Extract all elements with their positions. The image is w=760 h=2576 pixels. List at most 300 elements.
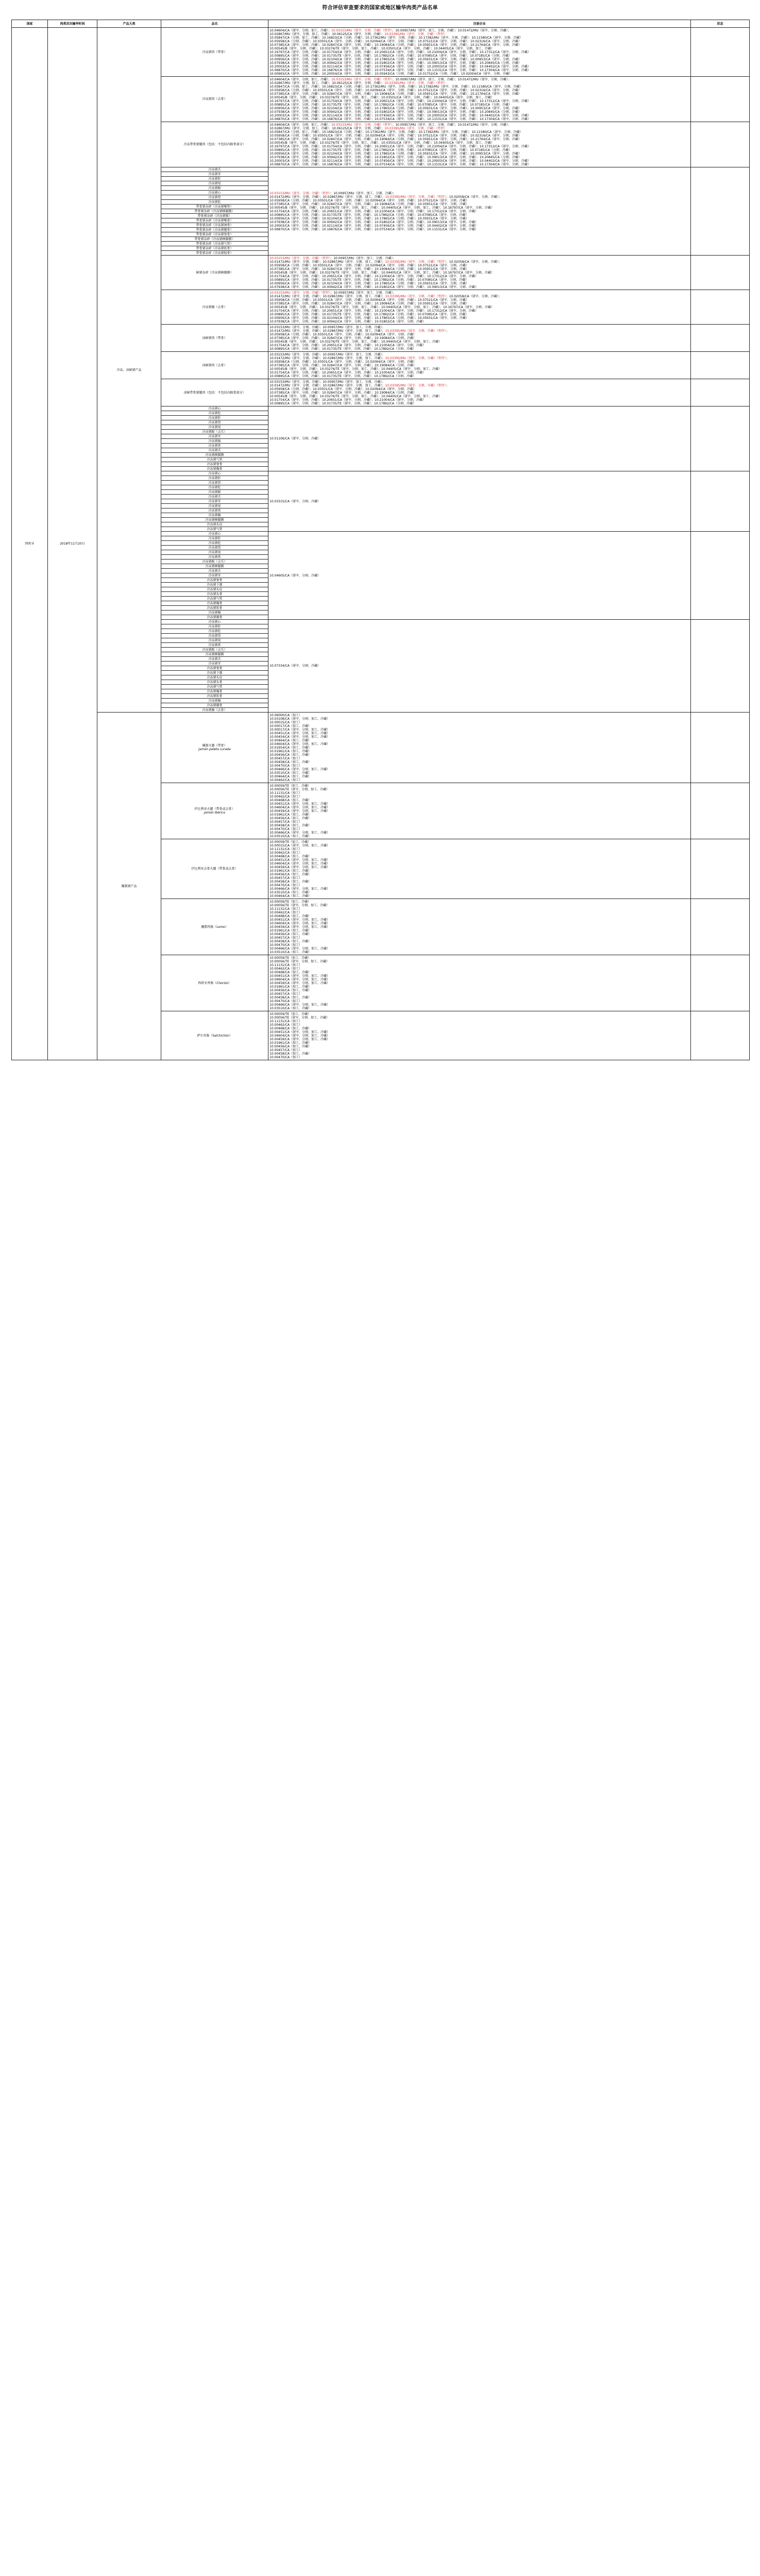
enterprise-line: 10.00545/B（屠宰、分割、冷藏）；10.03276/TE（屠宰、分割、加工、冷藏）；10.03501/CA（屠宰、分割、冷藏）；10.04405/CA（屠宰、分割、加工、冷藏）: [269, 95, 494, 99]
product-name: 冰鲜带骨猪腿肉（包括：不包括内蹄骨部分）: [183, 391, 246, 395]
subproduct-cell: 冷冻猪横膈膜: [161, 453, 268, 457]
enterprise-line: 10.00470/CA（加工）: [269, 999, 302, 1003]
product-cell: [161, 28, 268, 77]
enterprise-line: 10.00466/CA（屠宰、分割、加工、冷藏）: [269, 946, 330, 951]
enterprise-line: 10.07385/CA（屠宰、分割、冷藏）；10.02847/CA（屠宰、分割、冷藏）；10.19084/CA（分割、冷藏）: [269, 336, 416, 340]
subproduct-cell: 冷冻猪肝: [161, 416, 268, 420]
product-cell: [161, 955, 268, 1011]
status-cell: [691, 406, 750, 471]
subproduct-cell: 冷冻猪肾: [161, 195, 268, 200]
enterprise-line: 10.07938/CA（屠宰、分割、冷藏）；10.00942/CA（屠宰、分割、冷藏）；10.01802/CA（屠宰、分割、冷藏）；10.09013/CA（屠宰、分割、冷藏）: [269, 220, 478, 224]
enterprise-line: 10.00462/CA（加工）: [269, 851, 302, 855]
subproduct-cell: 冷冻猪胸骨: [161, 467, 268, 471]
product-cell: [161, 352, 268, 379]
subproduct-cell: 冷冻猪心: [161, 620, 268, 624]
enterprise-line: 10.03510/CA（加工、冷藏）: [269, 890, 311, 894]
enterprise-line: 10.16797/CA（屠宰、分割、冷藏）；10.01754/CA（屠宰、分割、冷藏）；10.20651/CA（屠宰、分割、冷藏）；10.21004/CA（屠宰、分割、冷藏）；10.17312/CA（屠宰、分割、冷藏）: [269, 144, 531, 148]
enterprises-cell: [268, 783, 691, 839]
subproduct-cell: 冷冻猪腩（去骨）: [161, 708, 268, 713]
enterprise-line: 10.00017/CA（屠宰、分割、加工、冷藏）: [269, 727, 330, 732]
enterprise-line: 10.00451/CA（屠宰、分割、加工、冷藏）: [269, 1030, 330, 1034]
subproduct-cell: 冷冻猪肚: [161, 485, 268, 490]
enterprise-line: 10.00895/CA（屠宰、分割、冷藏）；10.01735/TE（屠宰、分割、冷藏）；10.17892/CA（分割、冷藏）: [269, 347, 416, 351]
enterprise-line: 10.00464/CA（加工、冷藏）: [269, 774, 311, 778]
product-name: 伊比利亚火腿（带骨或去骨）: [194, 807, 235, 811]
product-name: 腌腊肉肠（Lomo）: [201, 925, 228, 929]
enterprise-line: 10.00059/TE（加工、冷藏）: [269, 956, 311, 960]
enterprise-line: 10.00545/B（屠宰、分割、冷藏）；10.03276/TE（屠宰、分割、加工、冷藏）；10.04405/CA（屠宰、分割、加工、冷藏）: [269, 394, 442, 398]
enterprise-line: 10.11131/CA（加工）: [269, 963, 302, 967]
subproduct-cell: 冷冻猪肝: [161, 177, 268, 181]
enterprise-line: 10.01472/MU（屠宰、分割、冷藏）；10.02867/MU（屠宰、分割、加工、冷藏）；10.03395/MU（屠宰、分割、冷藏）（暂停）；: [269, 383, 449, 387]
enterprise-line: 10.11131/CA（加工）: [269, 907, 302, 911]
enterprise-line: 10.04604/CA（屠宰、分割、加工、冷藏）: [269, 1033, 330, 1038]
enterprise-line: 10.00895/CA（屠宰、分割、冷藏）；10.01735/TE（屠宰、分割、冷藏）；10.17892/CA（分割、冷藏）: [269, 374, 416, 378]
table-body: [12, 28, 750, 1060]
enterprises-cell: [268, 167, 691, 256]
enterprise-line: 10.01472/MU（屠宰、分割、冷藏）；10.02867/MU（屠宰、分割、加工、冷藏）；10.03395/MU（屠宰、分割、冷藏）（暂停）；: [269, 356, 449, 360]
enterprise-line: 10.01961/CA（加工、冷藏）: [269, 749, 311, 753]
enterprise-line: 10.05958/CA（分割、冷藏）；10.03501/CA（屠宰、分割、冷藏）；10.02094/CA（屠宰、分割、冷藏）；10.07521/CA（屠宰、分割、冷藏）；10.02316/CA（屠宰、分割、冷藏）: [269, 133, 521, 138]
subproduct-cell: 带骨猪杂碎（冷冻猪腿骨）: [161, 228, 268, 232]
enterprise-line: 10.07385/CA（屠宰、分割、冷藏）；10.02847/CA（屠宰、分割、冷藏）；10.19084/CA（分割、冷藏）；10.05951/CA（屠宰、分割、冷藏）；10.21764/CA（屠宰、分割、冷藏）: [269, 92, 521, 96]
subproduct-cell: 冷冻猪头皮: [161, 587, 268, 592]
enterprise-line: 10.16797/CA（屠宰、分割、冷藏）；10.01754/CA（屠宰、分割、冷藏）；10.20651/CA（屠宰、分割、冷藏）；10.21004/CA（屠宰、分割、冷藏）；10.17312/CA（屠宰、分割、冷藏）: [269, 50, 531, 54]
subproduct-cell: 冷冻猪蹄: [161, 490, 268, 495]
subproduct-cell: 冷冻猪气管: [161, 527, 268, 532]
product-name: 腌制火腿（带骨）: [202, 744, 227, 748]
enterprises-cell: [268, 713, 691, 783]
enterprise-line: 10.00466/CA（屠宰、分割、加工、冷藏）: [269, 767, 330, 771]
subproduct-cell: 冷冻猪尾: [161, 638, 268, 643]
enterprise-line: 10.00459/CA（屠宰、分割、加工、冷藏）: [269, 809, 330, 813]
enterprise-line: 10.00466/CA（屠宰、分割、加工、冷藏）: [269, 887, 330, 891]
subproduct-cell: 冷冻猪横膈膜: [161, 518, 268, 522]
subproduct-cell: 带骨猪杂碎（冷冻猪喉管）: [161, 205, 268, 209]
subproduct-cell: 冷冻猪尾: [161, 550, 268, 555]
enterprise-line: 10.01106/CA（屠宰、分割、冷藏）: [269, 437, 320, 440]
header-category: 产品大类: [97, 20, 161, 28]
suspended-entry: 10.03395/MU（屠宰、分割、冷藏）（暂停）: [385, 294, 446, 298]
subproduct-cell: 冷冻猪心: [161, 471, 268, 476]
enterprise-line: 10.00457/CA（加工）: [269, 876, 302, 880]
subproduct-cell: 冷冻猪尾: [161, 181, 268, 186]
suspended-entry: 10.03153/MU（屠宰、分割、冷藏）（暂停）: [331, 28, 393, 32]
enterprise-line: 10.03153/MU（屠宰、分割、冷藏）（暂停）；10.00957/MU（屠宰、加工、分割、冷藏）；: [269, 191, 396, 195]
subproduct-cell: 冷冻猪气管: [161, 597, 268, 601]
suspended-entry: 10.03395/MU（屠宰、分割、冷藏）（暂停）: [385, 383, 446, 387]
enterprise-line: 10.00456/CA（加工、冷藏）: [269, 932, 311, 936]
enterprise-line: 10.00059/TE（加工、冷藏）: [269, 1012, 311, 1016]
enterprise-line: 10.20003/CA（屠宰、分割、冷藏）；10.02114/CA（屠宰、分割、冷藏）；10.07456/CA（屠宰、分割、冷藏）；10.20003/CA（屠宰、分割、冷藏）；10.04402/CA（屠宰、分割、冷藏）: [269, 159, 531, 163]
enterprise-line: 10.06870/CA（屠宰、分割、冷藏）；10.16876/CA（屠宰、分割、冷藏）；10.07534/CA（屠宰、分割、冷藏）；10.11531/CA（屠宰、分割、冷藏）；10.17304/CA（屠宰、分割、冷藏）: [269, 68, 531, 72]
enterprises-cell: [268, 532, 691, 620]
status-cell: [691, 28, 750, 77]
enterprise-line: 10.04604/CA（屠宰、分割、加工、冷藏）: [269, 977, 330, 981]
product-cell: [161, 290, 268, 325]
enterprise-line: 10.00458/CA（加工、冷藏）: [269, 939, 311, 943]
enterprise-line: 10.05958/CA（分割、冷藏）；10.03501/CA（屠宰、分割、冷藏）；10.02094/CA（屠宰、分割、冷藏）；10.07521/CA（屠宰、分割、冷藏）: [269, 298, 469, 302]
enterprise-line: 10.00015/CA（屠宰、分割、加工、冷藏）: [269, 843, 330, 848]
enterprise-line: 10.00457/CA（加工）: [269, 756, 302, 760]
enterprises-cell: [268, 77, 691, 122]
enterprise-line: 10.01954/CA（加工、冷藏）: [269, 745, 311, 750]
enterprise-line: 10.04604/CA（屠宰、分割、加工、冷藏）: [269, 805, 330, 809]
product-name: 冰鲜猪肉（去骨）: [202, 363, 227, 367]
enterprise-line: 10.00458/CA（加工、冷藏）: [269, 879, 311, 884]
enterprise-line: 10.01754/CA（屠宰、分割、冷藏）；10.20651/CA（屠宰、分割、冷藏）；10.21004/CA（屠宰、分割、冷藏）；10.17312/CA（屠宰、分割、冷藏）: [269, 209, 478, 213]
subproduct-cell: 带骨猪杂碎（冷冻猪喉骨）: [161, 218, 268, 223]
first-import-date-cell: 2018年11月20日: [48, 28, 97, 1060]
enterprise-line: 10.01472/MU（屠宰、分割、冷藏）；10.02867/MU（屠宰、分割、加工、冷藏）；10.03395/MU（屠宰、分割、冷藏）（暂停）；10.02058/CA（屠宰、分割、冷藏）；: [269, 294, 502, 298]
enterprise-line: 10.00895/CA（屠宰、分割、冷藏）；10.01735/TE（屠宰、分割、冷藏）；10.17892/CA（分割、冷藏）；10.07085/CA（屠宰、分割、冷藏）: [269, 213, 468, 217]
enterprise-line: 10.00466/CA（屠宰、分割、加工、冷藏）: [269, 1003, 330, 1007]
subproduct-cell: 冷冻猪肝: [161, 536, 268, 541]
enterprise-line: 10.00545/B（屠宰、分割、冷藏）；10.03276/TE（屠宰、分割、加工、冷藏）；10.03501/CA（屠宰、分割、冷藏）；10.04405/CA（屠宰、分割、加工、冷藏）: [269, 141, 494, 145]
subproduct-cell: 冷冻猪肚: [161, 200, 268, 205]
subproduct-cell: 冷冻猪心: [161, 532, 268, 536]
suspended-entry: 10.03395/MU（屠宰、分割、冷藏）（暂停）: [385, 195, 446, 199]
subproduct-cell: 冷冻猪头皮: [161, 675, 268, 680]
enterprises-cell: [268, 471, 691, 532]
enterprise-line: 10.00956/CA（屠宰、分割、冷藏）；10.02104/CA（屠宰、分割、冷藏）；10.17865/CA（分割、冷藏）；10.05931/CA（屠宰、分割、冷藏）；10.00953/CA（屠宰、分割、冷藏）: [269, 151, 521, 156]
enterprise-line: 10.01472/MU（屠宰、分割、冷藏）；10.02867/MU（屠宰、分割、加工、冷藏）；10.03395/MU（屠宰、分割、冷藏）（暂停）；: [269, 329, 449, 333]
enterprise-line: 10.00464/CA（加工、冷藏）: [269, 894, 311, 898]
header-date: 肉类首次输华时间: [48, 20, 97, 28]
enterprise-line: 10.00451/CA（屠宰、分割、加工、冷藏）: [269, 858, 330, 862]
enterprise-line: 10.00056/TE（屠宰、分割、加工、冷藏）: [269, 1015, 330, 1020]
enterprise-line: 10.00895/CA（屠宰、分割、冷藏）；10.01735/TE（屠宰、分割、冷藏）；10.17892/CA（分割、冷藏）；10.07085/CA（屠宰、分割、冷藏）: [269, 312, 468, 316]
header-country: 国家: [12, 20, 48, 28]
enterprise-line: 10.07385/CA（屠宰、分割、冷藏）；10.02847/CA（屠宰、分割、冷藏）；10.19084/CA（分割、冷藏）；10.05951/CA（屠宰、分割、冷藏）；10.21764/CA（屠宰、分割、冷藏）: [269, 137, 521, 141]
enterprise-line: 10.00468/CA（加工、冷藏）: [269, 854, 311, 858]
suspended-entry: 10.03395/MU（屠宰、分割、冷藏）（暂停）: [385, 329, 446, 333]
enterprise-line: 10.07938/CA（屠宰、分割、冷藏）；10.00942/CA（屠宰、分割、冷藏）；10.01802/CA（屠宰、分割、冷藏）；10.09013/CA（屠宰、分割、冷藏）；10.20845/CA（分割、冷藏）: [269, 155, 521, 159]
enterprise-line: 10.20003/CA（屠宰、分割、冷藏）；10.02114/CA（屠宰、分割、冷藏）；10.07456/CA（屠宰、分割、冷藏）；10.20003/CA（屠宰、分割、冷藏）；10.04402/CA（屠宰、分割、冷藏）: [269, 64, 531, 69]
enterprise-line: 10.00993/CA（屠宰、分割、冷藏）；10.20054/CA（屠宰、分割、冷藏）；10.05943/CA（分割、冷藏）；10.01752/CA（分割、冷藏）；10.02004/CA（屠宰、分割、冷藏）: [269, 72, 512, 76]
enterprise-line: 10.04604/CA（屠宰、分割、加工、冷藏）: [269, 861, 330, 866]
enterprise-line: 10.01472/MU（屠宰、分割、冷藏）；10.02867/MU（屠宰、分割、加工、冷藏）；10.03395/MU（屠宰、分割、冷藏）（暂停）；10.02058/CA（屠宰、分割、冷藏）；: [269, 195, 502, 199]
enterprise-line: 10.00456/CA（加工、冷藏）: [269, 753, 311, 757]
suspended-entry: 10.03153/MU（屠宰、分割、冷藏）（暂停）: [269, 256, 331, 260]
enterprise-line: 10.07334/CA（屠宰、分割、冷藏）: [269, 664, 320, 668]
enterprise-line: 10.01754/CA（屠宰、分割、冷藏）；10.20651/CA（屠宰、分割、冷藏）；10.21004/CA（屠宰、分割、冷藏）；10.17312/CA（屠宰、分割、冷藏）: [269, 274, 478, 278]
enterprise-line: 10.00470/CA（加工）: [269, 827, 302, 831]
subproduct-cell: 冷冻猪脑: [161, 439, 268, 444]
status-cell: [691, 256, 750, 290]
product-cell: [161, 325, 268, 352]
enterprise-line: 10.00457/CA（加工）: [269, 1048, 302, 1052]
product-name: 冰鲜猪肉（带骨）: [202, 336, 227, 340]
enterprise-line: 10.05847/CA（分割、加工、冷藏）；10.16823/CA（分割、冷藏）；10.17362/MU（屠宰、分割、冷藏）；10.17382/MU（屠宰、分割、冷藏）；10.11580/CA（屠宰、分割、冷藏）: [269, 84, 523, 89]
enterprise-line: 10.06000/CA（加工）: [269, 713, 302, 717]
subproduct-cell: 冷冻猪鼻: [161, 643, 268, 648]
product-latin-name: Jamón paleta curada: [198, 748, 231, 751]
suspended-entry: 10.03153/MU（屠宰、分割、冷藏）（暂停）: [269, 291, 331, 295]
subproduct-cell: 冷冻猪耳: [161, 662, 268, 666]
subproduct-cell: 冷冻猪肾: [161, 420, 268, 425]
header-product: 品名: [161, 20, 268, 28]
enterprise-line: 10.00451/CA（屠宰、分割、加工、冷藏）: [269, 918, 330, 922]
enterprise-line: 10.05958/CA（分割、冷藏）；10.03501/CA（屠宰、分割、冷藏）；10.02094/CA（屠宰、分割、冷藏）；10.07521/CA（屠宰、分割、冷藏）: [269, 263, 469, 267]
subproduct-cell: 冷冻猪舌: [161, 657, 268, 662]
enterprise-line: 10.05958/CA（分割、冷藏）；10.03501/CA（屠宰、分割、冷藏）；10.02094/CA（屠宰、分割、冷藏）；10.07521/CA（屠宰、分割、冷藏）；10.02316/CA（屠宰、分割、冷藏）: [269, 39, 521, 43]
product-cell: [161, 783, 268, 839]
subproduct-cell: 冷冻猪蹄（去爪）: [161, 648, 268, 652]
enterprise-line: 10.00451/CA（屠宰、分割、加工、冷藏）: [269, 974, 330, 978]
enterprise-line: 10.00459/CA（屠宰、分割、加工、冷藏）: [269, 1037, 330, 1041]
subproduct-cell: 冷冻猪鼻: [161, 555, 268, 560]
subproduct-cell: 冷冻猪肝: [161, 476, 268, 481]
product-cell: [161, 839, 268, 899]
subproduct-cell: 冷冻猪气管: [161, 685, 268, 689]
enterprise-line: 10.20003/CA（屠宰、分割、冷藏）；10.02114/CA（屠宰、分割、冷藏）；10.07456/CA（屠宰、分割、冷藏）；10.04402/CA（屠宰、分割、冷藏）: [269, 224, 478, 228]
enterprise-line: 10.00056/TE（屠宰、分割、加工、冷藏）: [269, 787, 330, 791]
enterprise-line: 10.03315/CA（屠宰、分割、冷藏）: [269, 499, 320, 503]
enterprise-line: 10.02867/MU（屠宰、分割、加工、冷藏）；10.06125/CA（屠宰、分割、冷藏）；10.03395/MU（屠宰、分割、冷藏）（暂停）: [269, 126, 447, 130]
enterprise-line: 10.00545/B（屠宰、分割、冷藏）；10.03276/TE（屠宰、分割、加工、冷藏）；10.03501/CA（屠宰、分割、冷藏）；10.04405/CA（屠宰、分割、加工、冷藏）: [269, 46, 494, 50]
enterprise-line: 10.05958/CA（分割、冷藏）；10.03501/CA（屠宰、分割、冷藏）；10.02094/CA（屠宰、分割、冷藏）: [269, 332, 416, 336]
enterprise-line: 10.03510/CA（加工、冷藏）: [269, 771, 311, 775]
enterprise-line: 10.00468/CA（加工、冷藏）: [269, 914, 311, 918]
product-name: 萨尔奇肠（Salchichón）: [197, 1033, 232, 1038]
subproduct-cell: 冷冻猪舌: [161, 495, 268, 499]
enterprise-line: 10.00468/CA（加工、冷藏）: [269, 970, 311, 974]
enterprises-cell: [268, 620, 691, 713]
enterprise-line: 10.00457/CA（加工）: [269, 936, 302, 940]
enterprise-line: 10.07385/CA（屠宰、分割、冷藏）；10.02847/CA（屠宰、分割、冷藏）；10.19084/CA（分割、冷藏）: [269, 391, 416, 395]
product-name: 伊比利亚去骨火腿（带骨或去骨）: [191, 867, 238, 871]
status-cell: [691, 167, 750, 256]
enterprise-line: 10.00468/CA（加工、冷藏）: [269, 798, 311, 802]
enterprise-line: 10.00456/CA（加工、冷藏）: [269, 1044, 311, 1048]
subproduct-cell: 冷冻猪心: [161, 406, 268, 411]
enterprises-cell: [268, 325, 691, 352]
enterprise-line: 10.04604/CA（屠宰、分割、加工、冷藏）: [269, 742, 330, 746]
subproduct-cell: 冷冻猪软骨: [161, 694, 268, 699]
enterprise-line: 10.00462/CA（加工）: [269, 967, 302, 971]
enterprise-line: 10.06870/CA（屠宰、分割、冷藏）；10.16876/CA（屠宰、分割、冷藏）；10.07534/CA（屠宰、分割、冷藏）；10.11531/CA（屠宰、分割、冷藏）；10.17304/CA（屠宰、分割、冷藏）: [269, 162, 531, 166]
subproduct-cell: 冷冻猪腩: [161, 513, 268, 518]
enterprise-line: 10.03153/MU（屠宰、分割、冷藏）；10.00957/MU（屠宰、加工、分割、冷藏）；: [269, 380, 385, 384]
enterprise-line: 10.00468/CA（加工、冷藏）: [269, 1026, 311, 1030]
enterprise-line: 10.03153/MU（屠宰、分割、冷藏）；10.00957/MU（屠宰、加工、分割、冷藏）；: [269, 325, 385, 329]
header-row: [12, 20, 750, 28]
enterprise-line: 10.11131/CA（加工）: [269, 791, 302, 795]
enterprise-line: 10.00470/CA（加工）: [269, 764, 302, 768]
enterprise-line: 10.00470/CA（加工）: [269, 943, 302, 947]
subproduct-cell: 冷冻猪肾: [161, 481, 268, 485]
enterprise-line: 10.07938/CA（屠宰、分割、冷藏）；10.00942/CA（屠宰、分割、冷藏）；10.01802/CA（屠宰、分割、冷藏）；10.09013/CA（屠宰、分割、冷藏）；10.20845/CA（分割、冷藏）: [269, 61, 521, 65]
enterprise-line: 10.03510/CA（加工、冷藏）: [269, 834, 311, 838]
enterprise-line: 10.00456/CA（加工、冷藏）: [269, 988, 311, 992]
subproduct-cell: 冷冻猪脊骨: [161, 578, 268, 583]
enterprises-cell: [268, 122, 691, 167]
enterprise-line: 10.00458/CA（加工、冷藏）: [269, 995, 311, 999]
suspended-entry: 10.03395/MU（屠宰、分割、冷藏）（暂停）: [385, 260, 446, 264]
country-cell: 西班牙: [12, 28, 48, 1060]
enterprise-line: 10.01961/CA（加工、冷藏）: [269, 1041, 311, 1045]
enterprises-cell: [268, 1011, 691, 1060]
product-name: 冷冻猪肉（带骨）: [202, 50, 227, 54]
subproduct-cell: 冷冻猪气管: [161, 457, 268, 462]
status-cell: [691, 471, 750, 532]
product-latin-name: Jamón Ibérico: [204, 811, 226, 815]
subproduct-cell: 冷冻猪肚: [161, 541, 268, 546]
subproduct-cell: 冷冻猪胸骨: [161, 601, 268, 606]
enterprise-line: 10.05847/CA（分割、加工、冷藏）；10.16823/CA（分割、冷藏）；10.17362/MU（屠宰、分割、冷藏）；10.17382/MU（屠宰、分割、冷藏）；10.11580/CA（屠宰、分割、冷藏）: [269, 130, 523, 134]
enterprise-line: 10.00545/B（屠宰、分割、冷藏）；10.03276/TE（屠宰、分割、加工、冷藏）；10.04405/CA（屠宰、分割、加工、冷藏）；10.16797/CA（屠宰、分割、冷藏）: [269, 206, 494, 210]
subproduct-cell: 冷冻猪尾: [161, 504, 268, 509]
enterprise-line: 10.01472/MU（屠宰、分割、冷藏）；10.02867/MU（屠宰、分割、加工、冷藏）；10.03395/MU（屠宰、分割、冷藏）（暂停）；10.02058/CA（屠宰、分割、冷藏）；: [269, 260, 502, 264]
subproduct-cell: 冷冻猪鼻: [161, 509, 268, 513]
suspended-entry: 10.03153/MU（屠宰、分割、冷藏）（暂停）: [331, 123, 393, 127]
subproduct-cell: 冷冻猪头骨: [161, 592, 268, 597]
enterprises-cell: [268, 290, 691, 325]
subproduct-cell: 冷冻猪耳: [161, 434, 268, 439]
enterprise-line: 10.00059/TE（加工、冷藏）: [269, 784, 311, 788]
subproduct-cell: 冷冻猪腩: [161, 611, 268, 615]
document-title: 符合评估审查要求的国家或地区输华肉类产品名单: [322, 5, 438, 11]
product-name: 冷冻带骨猪腿肉（包括：不包括内蹄骨部分）: [183, 143, 246, 146]
enterprise-line: 10.00545/B（屠宰、分割、冷藏）；10.03276/TE（屠宰、分割、加工、冷藏）；10.04405/CA（屠宰、分割、加工、冷藏）；10.16797/CA（屠宰、分割、冷藏）: [269, 270, 494, 275]
product-cell: [161, 713, 268, 783]
enterprise-line: 10.04604/CA（屠宰、分割、加工、冷藏）；10.03153/MU（屠宰、分割、冷藏）（暂停）；10.00957/MU（屠宰、加工、分割、冷藏）；10.01472/MU（屠宰、分割、冷藏）；: [269, 77, 511, 81]
enterprise-line: 10.00459/CA（屠宰、分割、加工、冷藏）: [269, 925, 330, 929]
enterprise-line: 10.00458/CA（加工、冷藏）: [269, 760, 311, 764]
subproduct-cell: 冷冻猪舌: [161, 167, 268, 172]
product-cell: [161, 379, 268, 406]
subproduct-cell: 冷冻猪胸骨: [161, 689, 268, 694]
status-cell: [691, 955, 750, 1011]
subproduct-cell: 冷冻猪头皮: [161, 522, 268, 527]
subproduct-cell: 冷冻猪蹄（去爪）: [161, 560, 268, 564]
enterprise-line: 10.00895/CA（屠宰、分割、冷藏）；10.01735/TE（屠宰、分割、冷藏）；10.17892/CA（分割、冷藏）；10.07085/CA（屠宰、分割、冷藏）；10.07185/CA（分割、冷藏）: [269, 54, 512, 58]
enterprise-line: 10.00956/CA（屠宰、分割、冷藏）；10.02104/CA（屠宰、分割、冷藏）；10.17865/CA（分割、冷藏）；10.05931/CA（屠宰、分割、冷藏）；10.00953/CA（屠宰、分割、冷藏）: [269, 106, 521, 110]
enterprise-line: 10.07938/CA（屠宰、分割、冷藏）；10.00942/CA（屠宰、分割、冷藏）；10.01802/CA（屠宰、分割、冷藏）；10.09013/CA（屠宰、分割、冷藏）: [269, 285, 478, 289]
header-status: 状态: [691, 20, 750, 28]
enterprise-line: 10.00464/CA（加工、冷藏）: [269, 738, 311, 742]
enterprise-line: 10.11131/CA（加工）: [269, 1019, 302, 1023]
enterprises-cell: [268, 256, 691, 290]
enterprises-cell: [268, 839, 691, 899]
enterprise-line: 10.03510/CA（加工、冷藏）: [269, 950, 311, 954]
enterprise-line: 10.00056/TE（屠宰、分割、加工、冷藏）: [269, 903, 330, 907]
enterprise-line: 10.00470/CA（加工）: [269, 883, 302, 887]
subproduct-cell: 冷冻猪心: [161, 191, 268, 195]
category-cell: 腌制猪产品: [97, 713, 161, 1060]
enterprise-line: 10.20003/CA（屠宰、分割、冷藏）；10.02114/CA（屠宰、分割、冷藏）；10.07456/CA（屠宰、分割、冷藏）；10.20003/CA（屠宰、分割、冷藏）；10.04402/CA（屠宰、分割、冷藏）: [269, 113, 531, 117]
suspended-entry: 10.03395/MU（屠宰、分割、冷藏）（暂停）: [385, 356, 446, 360]
table-row: [12, 713, 750, 783]
enterprise-line: 10.00456/CA（加工、冷藏）: [269, 872, 311, 876]
enterprise-line: 10.01754/CA（屠宰、分割、冷藏）；10.20651/CA（屠宰、分割、冷藏）；10.21004/CA（屠宰、分割、冷藏）；10.17312/CA（屠宰、分割、冷藏）: [269, 309, 478, 313]
enterprise-line: 10.00457/CA（加工）: [269, 992, 302, 996]
status-cell: [691, 77, 750, 122]
enterprise-line: 10.00545/B（屠宰、分割、冷藏）；10.03276/TE（屠宰、分割、加工、冷藏）；10.04405/CA（屠宰、分割、加工、冷藏）；10.16797/CA（屠宰、分割、冷藏）: [269, 305, 494, 309]
enterprises-cell: [268, 406, 691, 471]
enterprise-line: 10.00451/CA（屠宰、分割、加工、冷藏）: [269, 802, 330, 806]
enterprise-line: 10.00459/CA（屠宰、分割、加工、冷藏）: [269, 865, 330, 869]
status-cell: [691, 122, 750, 167]
enterprise-line: 10.00545/B（屠宰、分割、冷藏）；10.03276/TE（屠宰、分割、加工、冷藏）；10.04405/CA（屠宰、分割、加工、冷藏）: [269, 367, 442, 371]
enterprise-line: 10.00545/B（屠宰、分割、冷藏）；10.03276/TE（屠宰、分割、加工、冷藏）；10.04405/CA（屠宰、分割、加工、冷藏）: [269, 340, 442, 344]
enterprise-line: 10.02867/MU（屠宰、分割、加工、冷藏）；10.06125/CA（屠宰、分割、冷藏）；10.03395/MU（屠宰、分割、冷藏）（暂停）: [269, 81, 447, 85]
subproduct-cell: 冷冻猪脊骨: [161, 462, 268, 467]
subproduct-cell: 带骨猪杂碎（冷冻猪软骨）: [161, 246, 268, 251]
enterprise-line: 10.07385/CA（屠宰、分割、冷藏）；10.02847/CA（屠宰、分割、冷藏）；10.19084/CA（分割、冷藏）；10.05951/CA（屠宰、分割、冷藏）: [269, 202, 469, 206]
enterprise-line: 10.05958/CA（分割、冷藏）；10.03501/CA（屠宰、分割、冷藏）；10.02094/CA（屠宰、分割、冷藏）；10.07521/CA（屠宰、分割、冷藏）；10.02316/CA（屠宰、分割、冷藏）: [269, 88, 521, 92]
subproduct-cell: 冷冻猪横膈膜: [161, 652, 268, 657]
subproduct-cell: 带骨猪杂碎（冷冻猪肋骨）: [161, 251, 268, 256]
enterprise-line: 10.01961/CA（加工、冷藏）: [269, 985, 311, 989]
subproduct-cell: 冷冻猪肝: [161, 624, 268, 629]
enterprise-line: 10.00466/CA（屠宰、分割、加工、冷藏）: [269, 831, 330, 835]
enterprise-line: 10.00451/CA（屠宰、分割、加工、冷藏）: [269, 731, 330, 735]
enterprise-line: 10.03153/MU（屠宰、分割、冷藏）（暂停）；10.00957/MU（屠宰、加工、分割、冷藏）；: [269, 291, 396, 295]
enterprise-line: 10.05958/CA（分割、冷藏）；10.03501/CA（屠宰、分割、冷藏）；10.02094/CA（屠宰、分割、冷藏）: [269, 360, 416, 364]
enterprise-line: 10.05958/CA（分割、冷藏）；10.03501/CA（屠宰、分割、冷藏）；10.02094/CA（屠宰、分割、冷藏）: [269, 387, 416, 391]
suspended-entry: 10.03153/MU（屠宰、分割、冷藏）（暂停）: [269, 191, 331, 195]
enterprise-line: 10.06870/CA（屠宰、分割、冷藏）；10.16876/CA（屠宰、分割、冷藏）；10.07534/CA（屠宰、分割、冷藏）；10.11531/CA（屠宰、分割、冷藏）；10.17304/CA（屠宰、分割、冷藏）: [269, 117, 531, 121]
subproduct-cell: 冷冻猪腩: [161, 699, 268, 703]
subproduct-cell: 冷冻猪蹄（去爪）: [161, 430, 268, 434]
subproduct-cell: 冷冻猪舌: [161, 569, 268, 573]
enterprise-line: 10.00462/CA（加工）: [269, 910, 302, 914]
enterprise-line: 10.00462/CA（加工）: [269, 794, 302, 799]
enterprises-cell: [268, 352, 691, 379]
status-cell: [691, 839, 750, 899]
enterprise-line: 10.07385/CA（屠宰、分割、冷藏）；10.02847/CA（屠宰、分割、冷藏）；10.19084/CA（分割、冷藏）；10.05951/CA（屠宰、分割、冷藏）: [269, 267, 469, 271]
product-list-table: [11, 20, 750, 1060]
enterprise-line: 10.03153/MU（屠宰、分割、冷藏）（暂停）；10.00957/MU（屠宰、加工、分割、冷藏）；: [269, 256, 396, 260]
subproduct-cell: 冷冻猪耳: [161, 499, 268, 504]
subproduct-cell: 冷冻猪耳: [161, 573, 268, 578]
enterprise-line: 10.06870/CA（屠宰、分割、冷藏）；10.16876/CA（屠宰、分割、冷藏）；10.07534/CA（屠宰、分割、冷藏）；10.11531/CA（屠宰、分割、冷藏）: [269, 227, 478, 231]
enterprise-line: 10.02867/MU（屠宰、分割、加工、冷藏）；10.06125/CA（屠宰、分割、冷藏）；10.03395/MU（屠宰、分割、冷藏）（暂停）: [269, 32, 447, 36]
product-name: 冷冻猪肉（去骨）: [202, 97, 227, 101]
status-cell: [691, 783, 750, 839]
product-cell: [161, 77, 268, 122]
enterprise-line: 10.01754/CA（屠宰、分割、冷藏）；10.20651/CA（屠宰、分割、冷藏）；10.21004/CA（屠宰、分割、冷藏）: [269, 398, 426, 402]
enterprise-line: 10.01754/CA（屠宰、分割、冷藏）；10.20651/CA（屠宰、分割、冷藏）；10.21004/CA（屠宰、分割、冷藏）: [269, 343, 426, 347]
subproduct-cell: 带骨猪杂碎（冷冻猪颈骨）: [161, 223, 268, 228]
enterprise-line: 10.00462/CA（加工）: [269, 1023, 302, 1027]
subproduct-cell: 冷冻猪肾: [161, 634, 268, 638]
subproduct-cell: 冷冻猪下颌: [161, 583, 268, 587]
subproduct-cell: 冷冻猪膝骨: [161, 615, 268, 620]
product-cell: [161, 1011, 268, 1060]
subproduct-cell: 带骨猪杂碎（冷冻猪横膈膜）: [161, 237, 268, 242]
subproduct-cell: 冷冻猪横膈膜: [161, 564, 268, 569]
enterprise-line: 10.00059/TE（加工、冷藏）: [269, 900, 311, 904]
enterprise-line: 10.11131/CA（加工）: [269, 847, 302, 851]
enterprise-line: 10.00956/CA（屠宰、分割、冷藏）；10.02104/CA（屠宰、分割、冷藏）；10.17865/CA（分割、冷藏）；10.05931/CA（屠宰、分割、冷藏）: [269, 216, 469, 221]
subproduct-cell: 冷冻猪舌: [161, 448, 268, 453]
subproduct-cell: 带骨猪杂碎（冷冻猪脊骨）: [161, 232, 268, 237]
subproduct-cell: 冷冻猪肾: [161, 546, 268, 550]
enterprise-line: 10.01754/CA（屠宰、分割、冷藏）；10.20651/CA（屠宰、分割、冷藏）；10.21004/CA（屠宰、分割、冷藏）: [269, 370, 426, 375]
enterprise-line: 10.01961/CA（加工、冷藏）: [269, 812, 311, 817]
enterprise-line: 10.05847/CA（分割、加工、冷藏）；10.16823/CA（分割、冷藏）；10.17362/MU（屠宰、分割、冷藏）；10.17382/MU（屠宰、分割、冷藏）；10.11580/CA（屠宰、分割、冷藏）: [269, 36, 523, 40]
product-name: 西班牙香肠（Chorizo）: [198, 981, 231, 985]
suspended-entry: 10.03395/MU（屠宰、分割、冷藏）（暂停）: [384, 32, 447, 36]
enterprise-line: 10.04604/CA（屠宰、分割、加工、冷藏）: [269, 921, 330, 925]
enterprise-line: 10.04604/CA（屠宰、分割、加工、冷藏）；10.03153/MU（屠宰、分割、冷藏）（暂停）；10.00957/MU（屠宰、加工、分割、冷藏）；10.01472/MU（屠宰、分割、冷藏）；: [269, 123, 511, 127]
subproduct-cell: 冷冻猪蹄: [161, 186, 268, 191]
enterprise-line: 10.00956/CA（屠宰、分割、冷藏）；10.02104/CA（屠宰、分割、冷藏）；10.17865/CA（分割、冷藏）；10.05931/CA（屠宰、分割、冷藏）: [269, 281, 469, 285]
enterprise-line: 10.00059/TE（加工、冷藏）: [269, 840, 311, 844]
